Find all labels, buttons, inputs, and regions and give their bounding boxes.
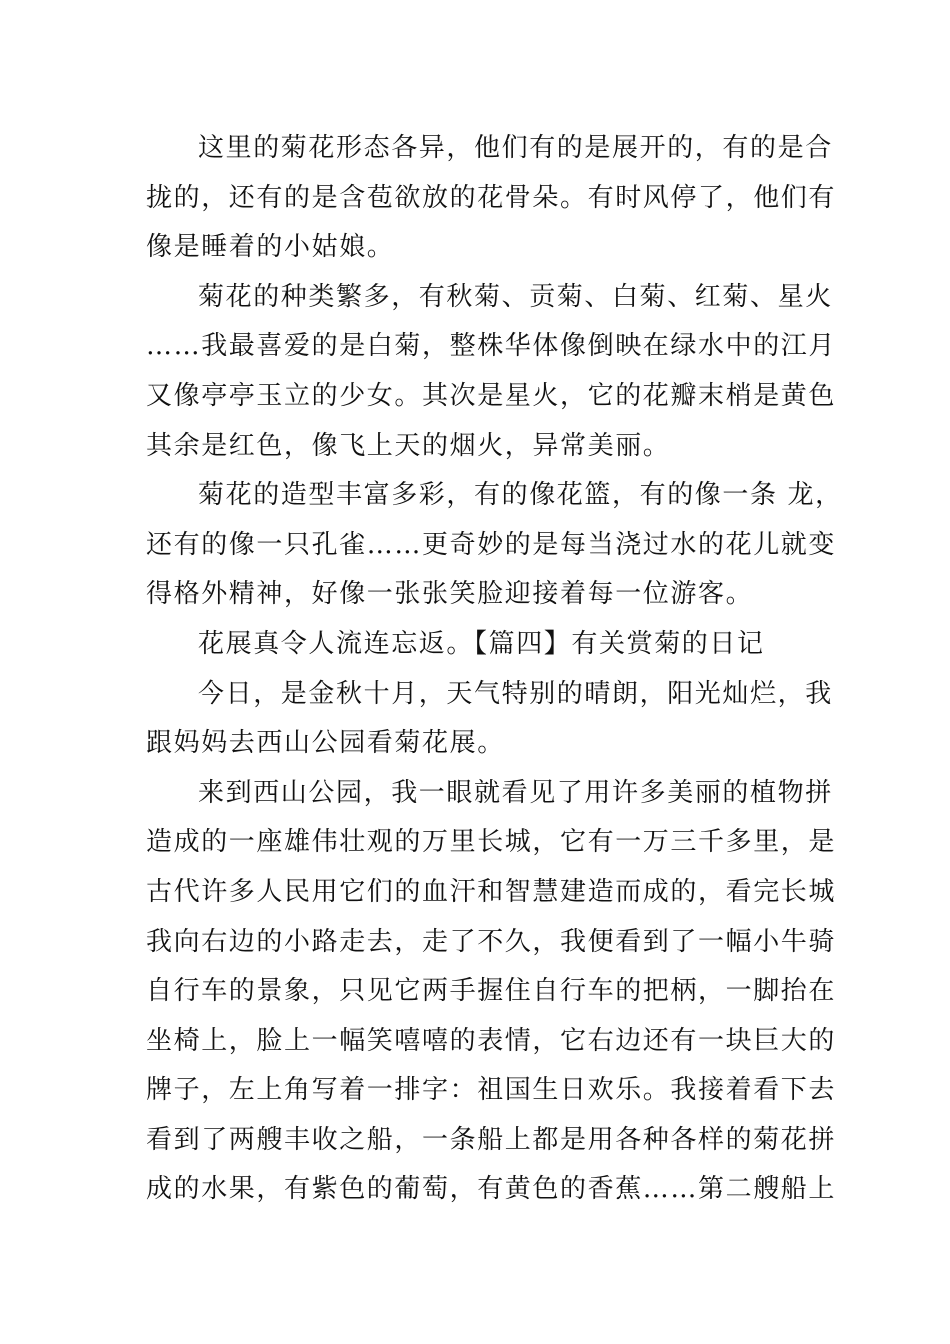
text-line: 像是睡着的小姑娘。 [146, 232, 395, 263]
text-line: 拢的，还有的是含苞欲放的花骨朵。有时风停了，他们有 [146, 182, 837, 213]
text-line: 我向右边的小路走去，走了不久，我便看到了一幅小牛骑 [146, 926, 837, 957]
text-line: 又像亭亭玉立的少女。其次是星火，它的花瓣末梢是黄色 [146, 380, 837, 411]
text-line: 古代许多人民用它们的血汗和智慧建造而成的，看完长城 [146, 876, 837, 907]
text-line: 今日，是金秋十月，天气特别的晴朗，阳光灿烂，我 [198, 678, 833, 709]
text-line: 跟妈妈去西山公园看菊花展。 [146, 728, 505, 759]
text-line: 这里的菊花形态各异，他们有的是展开的，有的是合 [198, 133, 833, 163]
text-line: 其余是红色，像飞上天的烟火，异常美丽。 [146, 430, 671, 461]
text-line: 菊花的造型丰富多彩，有的像花篮，有的像一条 龙， [198, 480, 843, 511]
text-line: 坐椅上，脸上一幅笑嘻嘻的表情，它右边还有一块巨大的 [146, 1025, 837, 1056]
document-body [146, 124, 843, 1215]
text-line: 得格外精神，好像一张张笑脸迎接着每一位游客。 [146, 579, 754, 610]
text-line: 牌子，左上角写着一排字：祖国生日欢乐。我接着看下去 [146, 1075, 837, 1106]
text-line: 造成的一座雄伟壮观的万里长城，它有一万三千多里，是 [146, 827, 837, 858]
text-line: 来到西山公园，我一眼就看见了用许多美丽的植物拼 [198, 777, 833, 808]
text-line: 花展真令人流连忘返。【篇四】有关赏菊的日记 [198, 628, 765, 659]
text-line: ……我最喜爱的是白菊，整株华体像倒映在绿水中的江月 [146, 331, 837, 362]
text-line: 还有的像一只孔雀……更奇妙的是每当浇过水的花儿就变 [146, 529, 837, 560]
text-line: 看到了两艘丰收之船，一条船上都是用各种各样的菊花拼 [146, 1124, 837, 1155]
text-line: 自行车的景象，只见它两手握住自行车的把柄，一脚抬在 [146, 976, 837, 1007]
text-line: 菊花的种类繁多，有秋菊、贡菊、白菊、红菊、星火 [198, 281, 833, 312]
text-line: 成的水果，有紫色的葡萄，有黄色的香蕉……第二艘船上 [146, 1174, 837, 1205]
